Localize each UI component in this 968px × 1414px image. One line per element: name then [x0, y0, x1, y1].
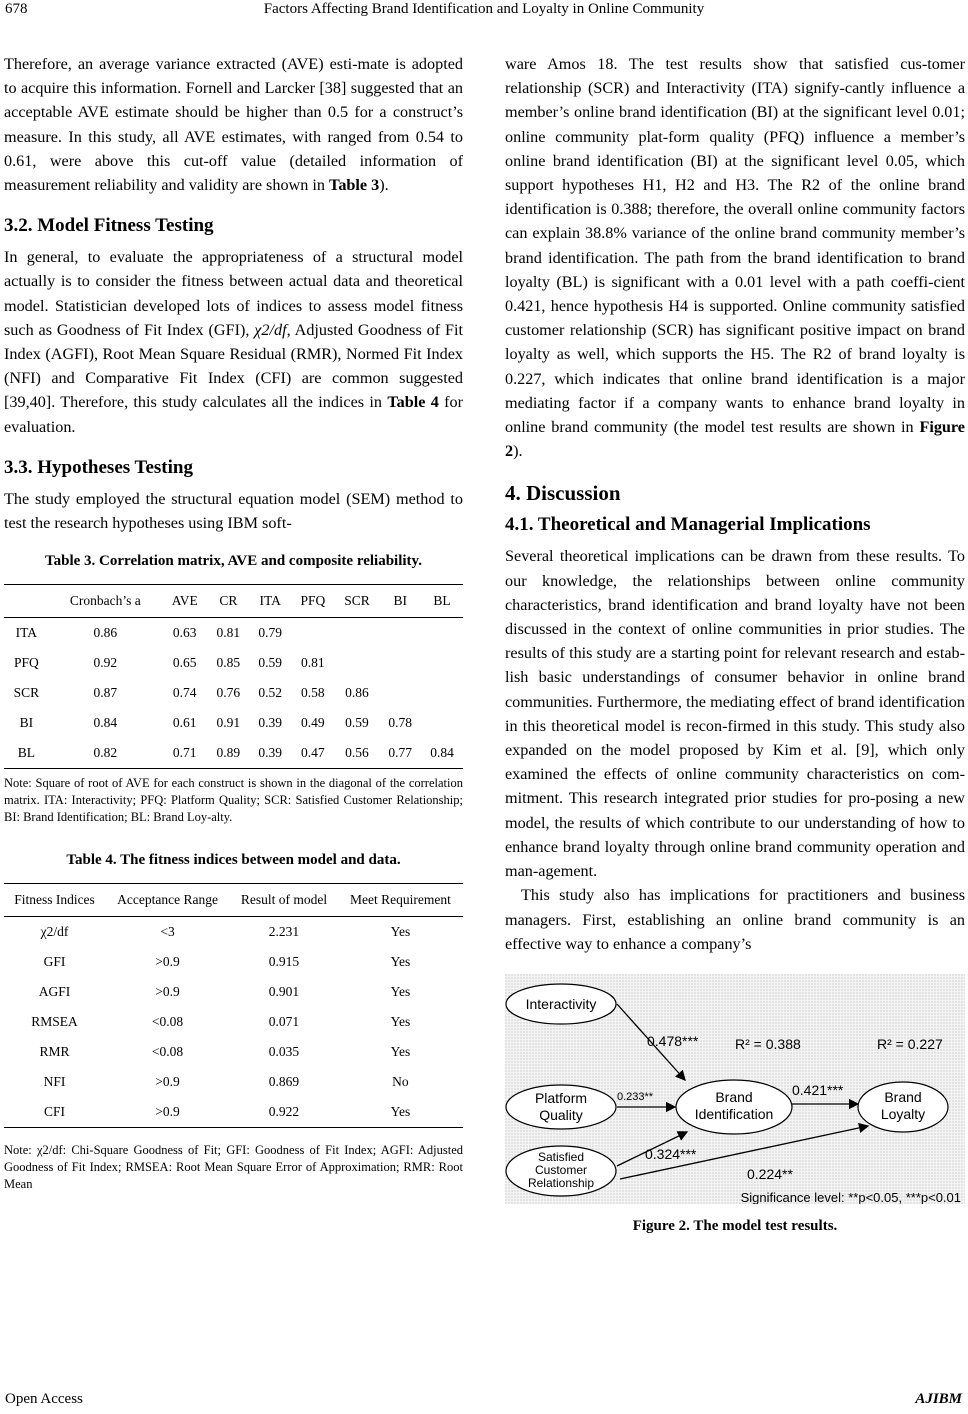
table-cell: 0.81	[216, 625, 241, 641]
paragraph-hypotheses: The study employed the structural equation model (SEM) method to test the research hypotheses using IBM soft-	[4, 489, 463, 533]
svg-text:Quality: Quality	[539, 1106, 583, 1123]
footer-journal: AJIBM	[915, 1391, 962, 1407]
table-cell: >0.9	[155, 1074, 180, 1090]
running-title: Factors Affecting Brand Identification and Loyalty in Online Community	[263, 1, 705, 17]
table-cell: 0.71	[162, 738, 207, 769]
table3-reference: Table 3	[329, 176, 380, 195]
table-cell: 0.86	[345, 685, 369, 701]
table-row	[4, 1097, 463, 1128]
table-row	[4, 648, 463, 678]
table-cell: 0.78	[388, 715, 413, 731]
model-diagram	[505, 974, 965, 1204]
table4-header-0: Fitness Indices	[4, 884, 105, 917]
table-cell	[421, 618, 463, 649]
section-heading-3-2: 3.2. Model Fitness Testing	[4, 215, 214, 237]
r2-brand-identification: R² = 0.388	[735, 1035, 801, 1052]
table-cell	[421, 648, 463, 678]
table-row	[4, 1007, 463, 1037]
table-row	[4, 738, 463, 769]
table-cell: <0.08	[151, 1044, 184, 1060]
table-cell: 0.82	[49, 738, 162, 769]
table-cell: <0.08	[151, 1014, 184, 1030]
table4-header-2: Result of model	[230, 884, 338, 917]
table-cell: Yes	[390, 984, 411, 1000]
table-cell: No	[392, 1074, 409, 1090]
paragraph-theoretical: Several theoretical implications can be drawn from these results. To our knowledge, the relationships between online community characteristics, brand identification and brand loyalty have not been discussed in the context of online communities in prior studies. The results of this study are a starting point for relevant research and estab-lish basic understandings of consumer behavior in online brand communities. Furthermore, the mediating effect of brand identification in this theoretical model is recon-firmed in this study. This study also expanded on the model proposed by Kim et al. [9], which only examined the effects of online community characteristics on com-mitment. This research integrated prior studies for pro-posing a new model, the results of which contribute to our understanding of how to enhance brand loyalty through online brand community operation and man-agement.	[505, 547, 965, 881]
fitness-table	[4, 883, 463, 1128]
table3-caption: Table 3. Correlation matrix, AVE and composite reliability.	[45, 553, 422, 570]
table-row	[4, 947, 463, 977]
path-coef-scr-bl: 0.224**	[747, 1165, 793, 1182]
table3-header-8: BL	[421, 585, 463, 618]
path-coef-bi-bl: 0.421***	[792, 1081, 844, 1098]
table4-caption: Table 4. The fitness indices between model and data.	[66, 852, 401, 869]
table-cell: 0.58	[301, 685, 325, 701]
table-cell: RMR	[39, 1044, 70, 1060]
section-heading-3-3: 3.3. Hypotheses Testing	[4, 456, 193, 478]
table4-reference: Table 4	[387, 393, 439, 412]
table-row	[4, 1067, 463, 1097]
table3-header-3: CR	[207, 585, 249, 618]
table-cell: BI	[19, 715, 34, 731]
table3-header-5: PFQ	[291, 585, 335, 618]
page-header	[0, 0, 968, 22]
table-cell: 0.91	[216, 715, 241, 731]
table-cell: AGFI	[38, 984, 71, 1000]
path-coef-pfq-bi: 0.233**	[617, 1090, 654, 1103]
table-cell: NFI	[43, 1074, 66, 1090]
figure2-caption: Figure 2. The model test results.	[632, 1217, 838, 1234]
paragraph-ave: Therefore, an average variance extracted (AVE) esti-mate is adopted to acquire this information. Fornell and Larcker [38] suggested that an acceptable AVE estimate should be higher than 0.5 for a construct’s measure. In this study, all AVE estimates, with ranged from 0.54 to 0.61, were above this cut-off value (detailed information of measurement reliability and validity are shown in Table 3).	[4, 55, 463, 195]
table-cell: ITA	[15, 625, 38, 641]
table-cell: 0.85	[216, 655, 241, 671]
table3-header-2: AVE	[162, 585, 207, 618]
svg-text:Brand: Brand	[715, 1088, 753, 1105]
left-column	[4, 52, 463, 1193]
page-number: 678	[5, 1, 28, 17]
table-cell: Yes	[338, 1097, 463, 1128]
svg-text:Satisfied: Satisfied	[537, 1149, 585, 1164]
table-cell	[379, 618, 421, 649]
table-cell: 0.56	[335, 738, 380, 769]
table-cell: >0.9	[155, 954, 180, 970]
table-cell: RMSEA	[31, 1014, 78, 1030]
path-coef-ita-bi: 0.478***	[647, 1032, 699, 1049]
paragraph-results: ware Amos 18. The test results show that satisfied cus-tomer relationship (SCR) and Interactivity (ITA) signify-cantly influence a member’s online brand identification (BI) at the significant level 0.01; online community plat-form quality (PFQ) influence a member’s online brand identification (BI) at the significant level 0.05, which support hypotheses H1, H2 and H3. The R2 of the online brand identification is 0.388; therefore, the overall online community factors can explain 38.8% variance of the online brand community member’s brand identification. The path from the brand identification to brand loyalty (BL) is significant with a 0.01 level with a path coeffi-cient 0.421, hence hypothesis H4 is supported. Online community satisfied customer relationship (SCR) has significant positive impact on brand loyalty as well, which supports the H5. The R2 of brand loyalty is 0.227, which indicates that online brand identification is a major mediating factor if a company wants to enhance brand loyalty in online brand community (the model test results are shown in Figure 2).	[505, 55, 965, 461]
table-cell: 0.79	[258, 625, 282, 641]
table-cell: 0.869	[268, 1074, 300, 1090]
svg-text:Platform: Platform	[534, 1089, 588, 1106]
section-heading-4: 4. Discussion	[505, 481, 621, 506]
table-cell: 0.89	[207, 738, 249, 769]
table-cell: >0.9	[155, 984, 180, 1000]
figure2-reference: Figure 2	[505, 418, 965, 461]
table4-header-3: Meet Requirement	[338, 884, 463, 917]
table-cell: GFI	[43, 954, 66, 970]
correlation-table	[4, 584, 463, 769]
table-row	[4, 917, 463, 948]
table-cell: 0.84	[421, 738, 463, 769]
table3-header-6: SCR	[335, 585, 380, 618]
table-row	[4, 618, 463, 649]
table-row	[4, 678, 463, 708]
table-row	[4, 1037, 463, 1067]
table-cell: 0.74	[172, 685, 197, 701]
svg-text:Relationship: Relationship	[527, 1175, 595, 1190]
table-cell: 0.39	[258, 715, 282, 731]
table-cell: Yes	[390, 924, 411, 940]
table-cell: 0.59	[258, 655, 282, 671]
node-interactivity-label: Interactivity	[525, 995, 597, 1012]
table3-header-0	[4, 585, 49, 618]
table-cell: 0.87	[93, 685, 118, 701]
table3-header-4: ITA	[249, 585, 291, 618]
table-cell: 0.915	[268, 954, 300, 970]
table-cell: 0.61	[172, 715, 197, 731]
table-cell: 0.922	[230, 1097, 338, 1128]
table-row	[4, 708, 463, 738]
table-cell: PFQ	[13, 655, 39, 671]
table-cell: 0.65	[172, 655, 197, 671]
table-cell: >0.9	[105, 1097, 230, 1128]
footer-open-access: Open Access	[5, 1391, 83, 1407]
table3-header-7: BI	[379, 585, 421, 618]
right-column	[505, 52, 965, 1235]
table-cell: 0.84	[93, 715, 118, 731]
table3-note: Note: Square of root of AVE for each construct is shown in the diagonal of the correlation matrix. ITA: Interactivity; PFQ: Platform Quality; SCR: Satisfied Customer Relationship; BI: Brand Identification; BL: Brand Loy-alty.	[4, 776, 463, 825]
table-cell: 0.39	[249, 738, 291, 769]
table-cell: 0.035	[268, 1044, 300, 1060]
table-cell: SCR	[13, 685, 40, 701]
table-cell: 0.77	[379, 738, 421, 769]
table-cell: 0.86	[93, 625, 118, 641]
svg-text:Customer: Customer	[534, 1162, 588, 1177]
model-figure	[505, 974, 965, 1204]
table3-header-1: Cronbach’s a	[49, 585, 162, 618]
table-cell: BL	[4, 738, 49, 769]
svg-text:Identification: Identification	[694, 1105, 774, 1122]
table-cell	[379, 648, 421, 678]
table-cell: CFI	[4, 1097, 105, 1128]
table-cell	[291, 618, 335, 649]
path-coef-scr-bi: 0.324***	[645, 1145, 697, 1162]
paragraph-practical: This study also has implications for practitioners and business managers. First, establishing an online brand community is an effective way to enhance a company’s	[505, 886, 965, 953]
r2-brand-loyalty: R² = 0.227	[877, 1035, 943, 1052]
table-cell: 0.49	[301, 715, 325, 731]
table4-note: Note: χ2/df: Chi-Square Goodness of Fit; GFI: Goodness of Fit Index; AGFI: Adjusted Goodness of Fit Index; RMSEA: Root Mean Square Error of Approximation; RMR: Root Mean	[4, 1143, 463, 1192]
table-cell: <3	[160, 924, 175, 940]
table-cell: 0.59	[345, 715, 369, 731]
table-cell: 0.81	[301, 655, 325, 671]
table-cell: 0.47	[291, 738, 335, 769]
table-cell: Yes	[390, 954, 411, 970]
table-cell	[379, 678, 421, 708]
table-cell	[421, 678, 463, 708]
significance-note: Significance level: **p<0.05, ***p<0.01	[740, 1189, 961, 1204]
table-cell: 0.63	[172, 625, 197, 641]
svg-text:Loyalty: Loyalty	[880, 1105, 926, 1122]
section-heading-4-1: 4.1. Theoretical and Managerial Implications	[505, 514, 871, 536]
table-cell: χ2/df	[40, 924, 69, 940]
table-cell: 2.231	[268, 924, 300, 940]
table-cell: 0.92	[93, 655, 118, 671]
table-cell	[335, 618, 380, 649]
table-cell	[335, 648, 380, 678]
table-cell: 0.76	[216, 685, 241, 701]
paragraph-model-fitness: In general, to evaluate the appropriateness of a structural model actually is to consider the fitness between actual data and theoretical model. Statistician developed lots of indices to assess model fitness such as Goodness of Fit Index (GFI), χ2/df, Adjusted Goodness of Fit Index (AGFI), Root Mean Square Residual (RMR), Normed Fit Index (NFI) and Comparative Fit Index (CFI) are common suggested [39,40]. Therefore, this study calculates all the indices in Table 4 for evaluation.	[4, 248, 464, 436]
table-cell: Yes	[390, 1044, 411, 1060]
table4-header-1: Acceptance Range	[105, 884, 230, 917]
svg-text:Brand: Brand	[884, 1088, 922, 1105]
table-cell: Yes	[390, 1014, 411, 1030]
table-cell: 0.52	[258, 685, 282, 701]
table-cell	[421, 708, 463, 738]
table-cell: 0.071	[268, 1014, 300, 1030]
table-row	[4, 977, 463, 1007]
table-cell: 0.901	[268, 984, 300, 1000]
